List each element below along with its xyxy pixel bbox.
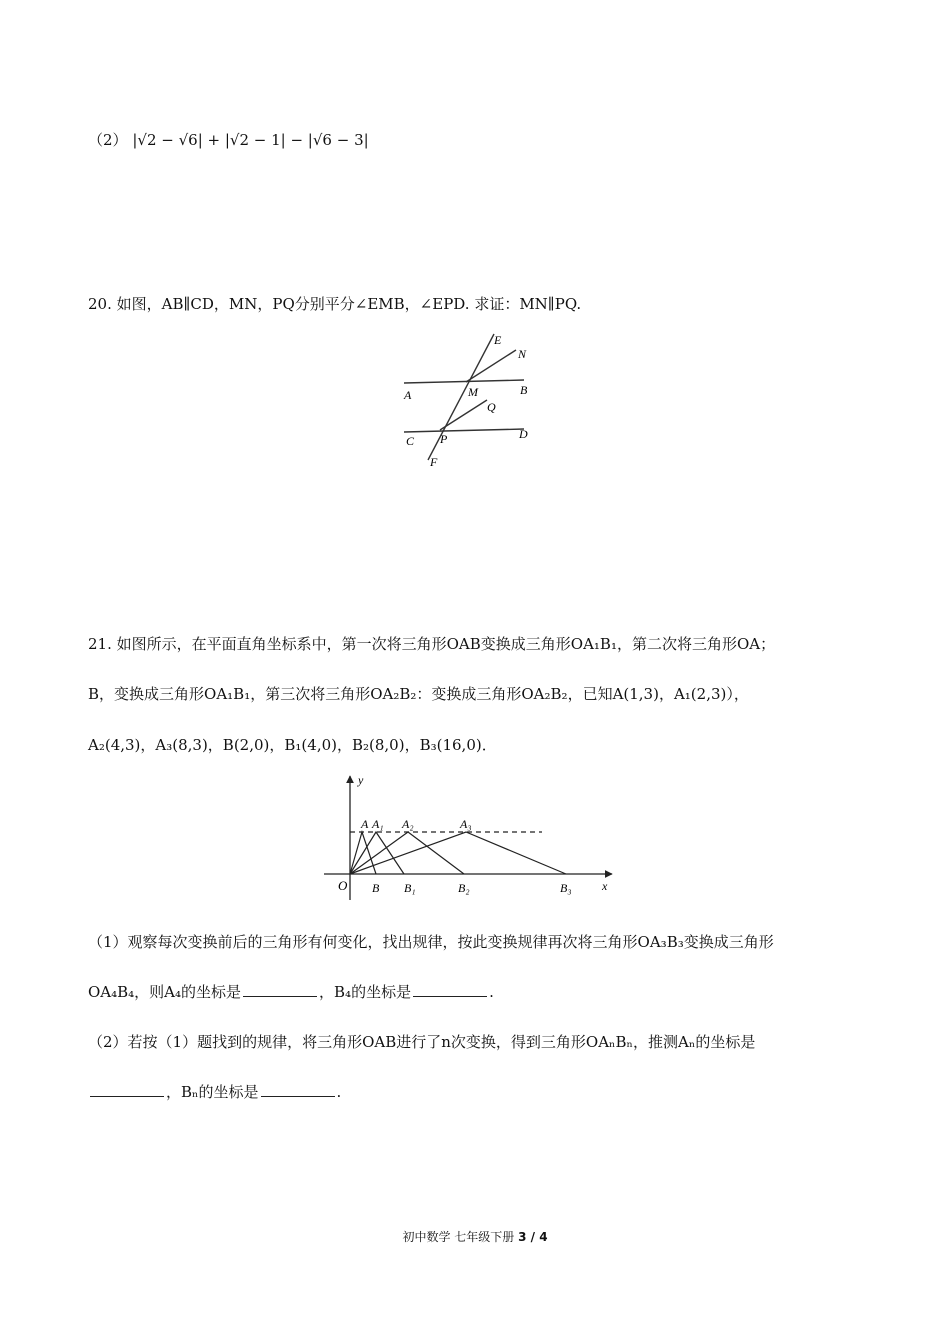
q21-part1-end: . bbox=[489, 983, 494, 1001]
q21-line2: B，变换成三角形OA₁B₁，第三次将三角形OA₂B₂：变换成三角形OA₂B₂，已知A(1,3)，A₁(2,3)）， bbox=[88, 685, 749, 703]
label-p: P bbox=[440, 432, 448, 446]
label-b3: B₃ bbox=[560, 881, 572, 895]
q21-line1: 21. 如图所示，在平面直角坐标系中，第一次将三角形OAB变换成三角形OA₁B₁，第二次将三角形OA； bbox=[88, 635, 776, 653]
footer-page-number: 3 / 4 bbox=[518, 1230, 548, 1244]
label-e: E bbox=[494, 333, 502, 347]
y-axis-label: y bbox=[358, 773, 364, 787]
q21-line3: A₂(4,3)，A₃(8,3)，B(2,0)，B₁(4,0)，B₂(8,0)，B₃(16,0)． bbox=[88, 736, 497, 754]
q21-part1-b4-prompt: ，B₄的坐标是 bbox=[319, 983, 412, 1001]
answer-blank-b4[interactable] bbox=[413, 982, 487, 997]
page-footer bbox=[0, 1228, 950, 1245]
line-ab bbox=[404, 380, 524, 383]
origin-label: O bbox=[338, 878, 348, 893]
q19-part2 bbox=[88, 128, 369, 152]
ray-pq bbox=[440, 400, 487, 430]
q21-part2-end: . bbox=[336, 1083, 342, 1101]
label-a: A bbox=[361, 817, 369, 831]
triangle-oa3b3 bbox=[350, 832, 566, 874]
q21-part2-line2 bbox=[88, 1080, 341, 1104]
q20-figure bbox=[390, 330, 550, 475]
line-cd bbox=[404, 429, 524, 432]
label-q: Q bbox=[487, 400, 496, 414]
x-axis-label: x bbox=[602, 879, 608, 893]
answer-blank-bn[interactable] bbox=[261, 1082, 335, 1097]
label-b: B bbox=[520, 383, 528, 397]
q19-part2-prefix: （2） bbox=[88, 131, 128, 149]
footer-subject: 初中数学 七年级下册 bbox=[402, 1230, 515, 1244]
label-n: N bbox=[518, 347, 527, 361]
label-b2: B₂ bbox=[458, 881, 470, 895]
q21-part1-a4-prompt: OA₄B₄，则A₄的坐标是 bbox=[88, 983, 242, 1001]
answer-blank-an[interactable] bbox=[90, 1082, 164, 1097]
label-m: M bbox=[468, 385, 478, 399]
label-a2: A₂ bbox=[402, 817, 414, 831]
q20-text: 20. 如图，AB∥CD，MN，PQ分别平分∠EMB，∠EPD. 求证：MN∥PQ. bbox=[88, 295, 582, 313]
label-b: B bbox=[372, 881, 380, 895]
q21-coordinate-graph bbox=[320, 770, 620, 905]
label-b1: B₁ bbox=[404, 881, 416, 895]
label-f: F bbox=[430, 455, 438, 469]
ray-mn bbox=[466, 350, 516, 382]
label-c: C bbox=[406, 434, 415, 448]
q21-part1-line1: （1）观察每次变换前后的三角形有何变化，找出规律，按此变换规律再次将三角形OA₃B₃变换成三角形 bbox=[88, 933, 774, 951]
q21-part2-bn-prompt: ，Bₙ的坐标是 bbox=[166, 1083, 259, 1101]
label-a3: A₃ bbox=[460, 817, 472, 831]
label-a: A bbox=[404, 388, 412, 402]
q19-part2-expression: |√2 − √6| + |√2 − 1| − |√6 − 3| bbox=[132, 131, 369, 149]
q21-part1-line2 bbox=[88, 980, 494, 1004]
label-a1: A₁ bbox=[372, 817, 384, 831]
label-d: D bbox=[519, 427, 528, 441]
answer-blank-a4[interactable] bbox=[243, 982, 317, 997]
line-ef bbox=[428, 334, 494, 460]
q21-part2-line1: （2）若按（1）题找到的规律，将三角形OAB进行了n次变换，得到三角形OAₙBₙ，推测Aₙ的坐标是 bbox=[88, 1033, 756, 1051]
